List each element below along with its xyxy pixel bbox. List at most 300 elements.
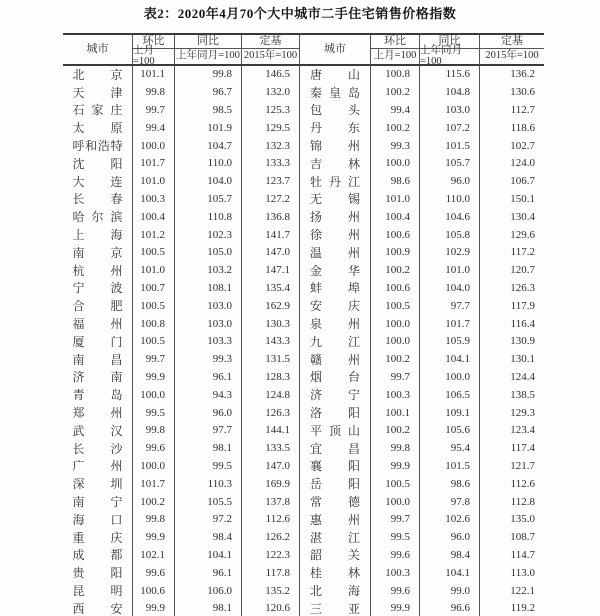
col-header-city-left: 城市 xyxy=(63,35,133,64)
index-yoy-right: 102.6 xyxy=(420,511,480,529)
index-mom-right: 100.3 xyxy=(371,564,420,582)
index-base-right: 116.4 xyxy=(510,317,535,330)
city-name-right xyxy=(300,564,371,582)
index-mom-left: 101.7 xyxy=(133,475,175,493)
index-mom-right: 100.4 xyxy=(371,208,420,226)
index-yoy-left: 97.2 xyxy=(175,511,242,529)
city-name-left xyxy=(63,422,133,440)
city-name-left xyxy=(63,191,133,209)
index-base-right: 123.4 xyxy=(510,424,535,437)
index-yoy-right: 101.5 xyxy=(420,137,480,155)
index-yoy-left: 105.7 xyxy=(175,191,242,209)
city-name-left xyxy=(63,475,133,493)
index-yoy-right: 105.7 xyxy=(420,155,480,173)
index-base-left: 143.3 xyxy=(242,333,300,351)
index-yoy-right: 96.0 xyxy=(420,529,480,547)
index-yoy-right: 96.0 xyxy=(420,173,480,191)
index-mom-right: 100.5 xyxy=(371,297,420,315)
city-name-text: 济南 xyxy=(72,370,123,385)
index-yoy-right: 101.0 xyxy=(420,262,480,280)
index-yoy-right: 105.9 xyxy=(420,333,480,351)
index-yoy-right: 105.6 xyxy=(420,422,480,440)
city-name-text: 金华 xyxy=(310,263,360,278)
city-name-text: 襄阳 xyxy=(310,459,360,474)
col-header-mom-right: 环比 xyxy=(371,35,420,49)
index-yoy-right: 95.4 xyxy=(420,440,480,458)
index-base-left: 133.5 xyxy=(242,440,300,458)
index-base-right: 124.0 xyxy=(510,157,535,170)
city-name-text: 宜昌 xyxy=(310,441,360,456)
city-name-right xyxy=(300,458,371,476)
index-base-left: 135.2 xyxy=(242,582,300,600)
city-name-text: 石家庄 xyxy=(72,103,123,118)
index-mom-left: 99.5 xyxy=(133,404,175,422)
city-name-right xyxy=(300,333,371,351)
index-yoy-right: 104.6 xyxy=(420,208,480,226)
index-yoy-left: 103.3 xyxy=(175,333,242,351)
index-mom-right: 101.0 xyxy=(371,191,420,209)
index-mom-left: 99.8 xyxy=(133,422,175,440)
index-yoy-left: 96.7 xyxy=(175,84,242,102)
city-name-left xyxy=(63,369,133,387)
city-name-text: 哈尔滨 xyxy=(72,210,123,225)
city-name-text: 贵阳 xyxy=(72,566,123,581)
city-name-text: 大连 xyxy=(72,174,123,189)
city-name-left xyxy=(63,280,133,298)
index-base-left: 132.3 xyxy=(242,137,300,155)
city-name-right xyxy=(300,493,371,511)
col-subheader-yoy-left: 上年同月=100 xyxy=(175,49,242,64)
city-name-left xyxy=(63,458,133,476)
index-base-left: 144.1 xyxy=(242,422,300,440)
index-base-right: 119.2 xyxy=(510,602,535,615)
index-mom-right: 99.6 xyxy=(371,547,420,565)
city-name-left xyxy=(63,564,133,582)
index-mom-left: 99.9 xyxy=(133,369,175,387)
index-mom-left: 99.6 xyxy=(133,564,175,582)
index-mom-left: 99.7 xyxy=(133,351,175,369)
city-name-text: 锦州 xyxy=(310,139,360,154)
index-base-right: 150.1 xyxy=(510,192,535,205)
index-mom-left: 101.0 xyxy=(133,262,175,280)
city-name-right xyxy=(300,386,371,404)
city-name-text: 西安 xyxy=(72,601,123,616)
city-name-right xyxy=(300,84,371,102)
index-base-right: 124.4 xyxy=(510,370,535,383)
city-name-right xyxy=(300,511,371,529)
index-mom-right: 98.6 xyxy=(371,173,420,191)
city-name-text: 天津 xyxy=(72,85,123,100)
city-name-right xyxy=(300,440,371,458)
city-name-text: 北海 xyxy=(310,584,360,598)
index-base-left: 129.5 xyxy=(242,119,300,137)
city-name-left xyxy=(63,351,133,369)
city-name-left xyxy=(63,404,133,422)
col-header-yoy-right: 同比 xyxy=(420,35,480,49)
index-mom-right: 99.7 xyxy=(371,511,420,529)
index-base-right: 118.6 xyxy=(510,121,535,134)
index-base-right: 121.7 xyxy=(510,459,535,472)
index-yoy-left: 110.8 xyxy=(175,208,242,226)
city-name-right xyxy=(300,191,371,209)
index-yoy-right: 102.9 xyxy=(420,244,480,262)
index-mom-left: 99.8 xyxy=(133,84,175,102)
index-base-right: 117.9 xyxy=(510,299,535,312)
city-name-left xyxy=(63,173,133,191)
index-mom-right: 100.0 xyxy=(371,493,420,511)
index-mom-left: 100.3 xyxy=(133,191,175,209)
index-yoy-left: 103.0 xyxy=(175,297,242,315)
index-yoy-right: 110.0 xyxy=(420,191,480,209)
index-mom-right: 100.0 xyxy=(371,315,420,333)
city-name-text: 桂林 xyxy=(310,566,360,581)
city-name-text: 九江 xyxy=(310,334,360,349)
city-name-right xyxy=(300,351,371,369)
index-yoy-left: 97.7 xyxy=(175,422,242,440)
city-name-right xyxy=(300,315,371,333)
city-name-text: 无锡 xyxy=(310,192,360,207)
city-name-text: 南宁 xyxy=(72,495,123,510)
index-base-left: 147.0 xyxy=(242,244,300,262)
index-base-right: 114.7 xyxy=(510,548,535,561)
col-subheader-mom-left: 上月=100 xyxy=(133,49,175,64)
index-mom-right: 99.9 xyxy=(371,600,420,616)
index-mom-left: 101.0 xyxy=(133,173,175,191)
city-name-text: 秦皇岛 xyxy=(310,85,360,100)
index-mom-left: 100.0 xyxy=(133,386,175,404)
index-base-left: 117.8 xyxy=(242,564,300,582)
index-mom-right: 99.6 xyxy=(371,582,420,600)
city-name-text: 湛江 xyxy=(310,530,360,545)
city-name-text: 包头 xyxy=(310,103,360,118)
index-yoy-right: 98.4 xyxy=(420,547,480,565)
index-mom-left: 100.8 xyxy=(133,315,175,333)
index-mom-left: 102.1 xyxy=(133,547,175,565)
col-header-mom-left: 环比 xyxy=(133,35,175,49)
index-yoy-left: 99.3 xyxy=(175,351,242,369)
index-mom-left: 100.7 xyxy=(133,280,175,298)
city-name-text: 武汉 xyxy=(72,423,123,438)
index-yoy-left: 103.2 xyxy=(175,262,242,280)
index-yoy-right: 104.1 xyxy=(420,351,480,369)
index-yoy-right: 97.7 xyxy=(420,297,480,315)
city-name-text: 杭州 xyxy=(72,263,123,278)
city-name-text: 太原 xyxy=(72,121,123,136)
col-subheader-base-right: 2015年=100 xyxy=(485,50,539,62)
index-yoy-right: 106.5 xyxy=(420,386,480,404)
index-yoy-right: 99.0 xyxy=(420,582,480,600)
index-yoy-left: 110.0 xyxy=(175,155,242,173)
city-name-text: 蚌埠 xyxy=(310,281,360,296)
city-name-left xyxy=(63,440,133,458)
city-name-text: 上海 xyxy=(72,228,123,243)
city-name-left xyxy=(63,297,133,315)
index-yoy-right: 104.8 xyxy=(420,84,480,102)
index-mom-right: 100.0 xyxy=(371,333,420,351)
price-index-table xyxy=(63,33,544,616)
city-name-left xyxy=(63,386,133,404)
index-base-left: 112.6 xyxy=(242,511,300,529)
index-base-left: 122.3 xyxy=(242,547,300,565)
city-name-text: 福州 xyxy=(72,317,123,332)
index-mom-right: 99.4 xyxy=(371,102,420,120)
city-name-right xyxy=(300,173,371,191)
index-yoy-right: 98.6 xyxy=(420,475,480,493)
index-base-left: 120.6 xyxy=(242,600,300,616)
city-name-left xyxy=(63,102,133,120)
index-yoy-left: 96.0 xyxy=(175,404,242,422)
index-mom-right: 100.2 xyxy=(371,84,420,102)
city-name-text: 呼和浩特 xyxy=(72,139,123,154)
city-name-text: 洛阳 xyxy=(310,406,360,421)
city-name-text: 安庆 xyxy=(310,299,360,314)
city-name-right xyxy=(300,422,371,440)
index-yoy-left: 94.3 xyxy=(175,386,242,404)
index-mom-left: 101.7 xyxy=(133,155,175,173)
index-base-right: 126.3 xyxy=(510,281,535,294)
index-mom-right: 99.5 xyxy=(371,529,420,547)
city-name-right xyxy=(300,280,371,298)
index-base-left: 146.5 xyxy=(242,66,300,84)
city-name-text: 重庆 xyxy=(72,530,123,545)
city-name-text: 深圳 xyxy=(72,477,123,492)
city-name-left xyxy=(63,137,133,155)
index-base-right: 130.9 xyxy=(510,335,535,348)
index-base-left: 125.3 xyxy=(242,102,300,120)
city-name-right xyxy=(300,582,371,600)
index-base-right: 112.6 xyxy=(510,477,535,490)
index-yoy-left: 103.0 xyxy=(175,315,242,333)
city-name-right xyxy=(300,475,371,493)
city-name-text: 沈阳 xyxy=(72,156,123,171)
index-mom-right: 100.2 xyxy=(371,262,420,280)
index-yoy-right: 105.8 xyxy=(420,226,480,244)
index-base-left: 132.0 xyxy=(242,84,300,102)
index-yoy-left: 96.1 xyxy=(175,369,242,387)
index-mom-left: 99.8 xyxy=(133,511,175,529)
city-name-text: 吉林 xyxy=(310,156,360,171)
index-mom-left: 101.2 xyxy=(133,226,175,244)
index-mom-left: 99.6 xyxy=(133,440,175,458)
index-mom-left: 99.9 xyxy=(133,529,175,547)
index-base-right: 129.3 xyxy=(510,406,535,419)
index-base-left: 126.2 xyxy=(242,529,300,547)
city-name-left xyxy=(63,155,133,173)
city-name-left xyxy=(63,333,133,351)
city-name-text: 宁波 xyxy=(72,281,123,296)
index-base-right: 122.1 xyxy=(510,584,535,597)
city-name-text: 青岛 xyxy=(72,388,123,403)
index-base-left: 124.8 xyxy=(242,386,300,404)
city-name-text: 徐州 xyxy=(310,228,360,243)
index-base-right: 102.7 xyxy=(510,139,535,152)
index-yoy-right: 96.6 xyxy=(420,600,480,616)
city-name-text: 南昌 xyxy=(72,352,123,367)
city-name-left xyxy=(63,547,133,565)
table-body xyxy=(63,66,544,616)
city-name-right xyxy=(300,102,371,120)
index-mom-right: 100.2 xyxy=(371,351,420,369)
index-base-left: 137.8 xyxy=(242,493,300,511)
index-yoy-left: 110.3 xyxy=(175,475,242,493)
index-mom-right: 99.8 xyxy=(371,440,420,458)
index-yoy-right: 101.7 xyxy=(420,315,480,333)
city-name-left xyxy=(63,511,133,529)
col-subheader-mom-right: 上月=100 xyxy=(371,49,420,64)
index-base-left: 135.4 xyxy=(242,280,300,298)
index-yoy-left: 98.1 xyxy=(175,440,242,458)
city-name-left xyxy=(63,529,133,547)
city-name-text: 昆明 xyxy=(72,584,123,598)
index-mom-left: 100.5 xyxy=(133,333,175,351)
index-mom-left: 99.4 xyxy=(133,119,175,137)
index-yoy-left: 98.4 xyxy=(175,529,242,547)
city-name-text: 三亚 xyxy=(310,601,360,616)
index-yoy-left: 98.5 xyxy=(175,102,242,120)
city-name-right xyxy=(300,137,371,155)
index-base-right: 138.5 xyxy=(510,388,535,401)
index-yoy-right: 101.5 xyxy=(420,458,480,476)
index-mom-left: 100.4 xyxy=(133,208,175,226)
city-name-right xyxy=(300,600,371,616)
index-yoy-right: 107.2 xyxy=(420,119,480,137)
index-base-left: 123.7 xyxy=(242,173,300,191)
city-name-left xyxy=(63,582,133,600)
index-yoy-left: 104.7 xyxy=(175,137,242,155)
index-base-left: 126.3 xyxy=(242,404,300,422)
index-base-left: 141.7 xyxy=(242,226,300,244)
index-mom-right: 100.1 xyxy=(371,404,420,422)
index-yoy-left: 102.3 xyxy=(175,226,242,244)
index-yoy-right: 109.1 xyxy=(420,404,480,422)
index-yoy-left: 101.9 xyxy=(175,119,242,137)
city-name-text: 南京 xyxy=(72,245,123,260)
city-name-text: 厦门 xyxy=(72,334,123,349)
index-base-right: 130.1 xyxy=(510,353,535,366)
city-name-right xyxy=(300,297,371,315)
index-base-left: 147.0 xyxy=(242,458,300,476)
city-name-text: 扬州 xyxy=(310,210,360,225)
city-name-left xyxy=(63,600,133,616)
city-name-right xyxy=(300,547,371,565)
index-mom-left: 100.0 xyxy=(133,137,175,155)
index-base-right: 108.7 xyxy=(510,531,535,544)
index-base-right: 106.7 xyxy=(510,175,535,188)
index-base-left: 131.5 xyxy=(242,351,300,369)
city-name-right xyxy=(300,226,371,244)
index-base-left: 128.3 xyxy=(242,369,300,387)
index-base-right: 130.4 xyxy=(510,210,535,223)
index-base-left: 147.1 xyxy=(242,262,300,280)
city-name-right xyxy=(300,208,371,226)
city-name-text: 郑州 xyxy=(72,406,123,421)
col-header-yoy-left: 同比 xyxy=(175,35,242,49)
city-name-right xyxy=(300,369,371,387)
city-name-left xyxy=(63,493,133,511)
city-name-text: 常德 xyxy=(310,495,360,510)
index-mom-right: 100.0 xyxy=(371,155,420,173)
index-yoy-left: 99.8 xyxy=(175,66,242,84)
city-name-text: 泉州 xyxy=(310,317,360,332)
index-mom-left: 99.9 xyxy=(133,600,175,616)
city-name-left xyxy=(63,315,133,333)
index-mom-right: 99.3 xyxy=(371,137,420,155)
index-base-left: 127.2 xyxy=(242,191,300,209)
index-yoy-left: 105.0 xyxy=(175,244,242,262)
city-name-text: 韶关 xyxy=(310,548,360,563)
index-yoy-left: 108.1 xyxy=(175,280,242,298)
col-header-base-left: 定基 xyxy=(242,35,300,49)
index-mom-left: 100.6 xyxy=(133,582,175,600)
city-name-left xyxy=(63,66,133,84)
city-name-right xyxy=(300,66,371,84)
index-mom-right: 100.9 xyxy=(371,244,420,262)
col-subheader-base-left: 2015年=100 xyxy=(242,49,300,64)
city-name-left xyxy=(63,208,133,226)
city-name-right xyxy=(300,529,371,547)
city-name-right xyxy=(300,119,371,137)
col-header-base-right: 定基 xyxy=(480,35,544,49)
index-mom-right: 99.9 xyxy=(371,458,420,476)
city-name-text: 惠州 xyxy=(310,512,360,527)
index-yoy-left: 96.1 xyxy=(175,564,242,582)
index-mom-right: 100.3 xyxy=(371,386,420,404)
index-mom-right: 100.8 xyxy=(371,66,420,84)
city-name-right xyxy=(300,262,371,280)
index-yoy-left: 104.0 xyxy=(175,173,242,191)
index-mom-right: 99.7 xyxy=(371,369,420,387)
index-base-right: 120.7 xyxy=(510,264,535,277)
index-base-left: 136.8 xyxy=(242,208,300,226)
city-name-text: 济宁 xyxy=(310,388,360,403)
table-title: 表2：2020年4月70个大中城市二手住宅销售价格指数 xyxy=(143,6,457,21)
index-yoy-right: 100.0 xyxy=(420,369,480,387)
city-name-text: 丹东 xyxy=(310,121,360,136)
index-yoy-right: 104.0 xyxy=(420,280,480,298)
table-header xyxy=(63,33,544,66)
index-base-left: 130.3 xyxy=(242,315,300,333)
index-mom-right: 100.6 xyxy=(371,226,420,244)
index-mom-right: 100.5 xyxy=(371,475,420,493)
index-mom-left: 100.5 xyxy=(133,244,175,262)
index-base-left: 169.9 xyxy=(242,475,300,493)
index-mom-left: 100.5 xyxy=(133,297,175,315)
index-base-right: 117.4 xyxy=(510,442,535,455)
index-base-right: 117.2 xyxy=(510,246,535,259)
index-base-right: 135.0 xyxy=(510,513,535,526)
city-name-text: 长春 xyxy=(72,192,123,207)
city-name-text: 广州 xyxy=(72,459,123,474)
city-name-left xyxy=(63,244,133,262)
index-base-left: 133.3 xyxy=(242,155,300,173)
index-mom-right: 100.6 xyxy=(371,280,420,298)
index-yoy-left: 98.1 xyxy=(175,600,242,616)
city-name-text: 长沙 xyxy=(72,441,123,456)
index-mom-left: 100.0 xyxy=(133,458,175,476)
index-mom-right: 100.2 xyxy=(371,119,420,137)
index-yoy-right: 97.8 xyxy=(420,493,480,511)
index-base-right: 136.2 xyxy=(510,68,535,81)
index-yoy-left: 99.5 xyxy=(175,458,242,476)
index-mom-left: 101.1 xyxy=(133,66,175,84)
index-base-right: 112.7 xyxy=(510,103,535,116)
index-mom-right: 100.2 xyxy=(371,422,420,440)
city-name-text: 成都 xyxy=(72,548,123,563)
index-base-right: 129.6 xyxy=(510,228,535,241)
city-name-text: 烟台 xyxy=(310,370,360,385)
city-name-left xyxy=(63,226,133,244)
index-base-right: 113.0 xyxy=(510,566,535,579)
